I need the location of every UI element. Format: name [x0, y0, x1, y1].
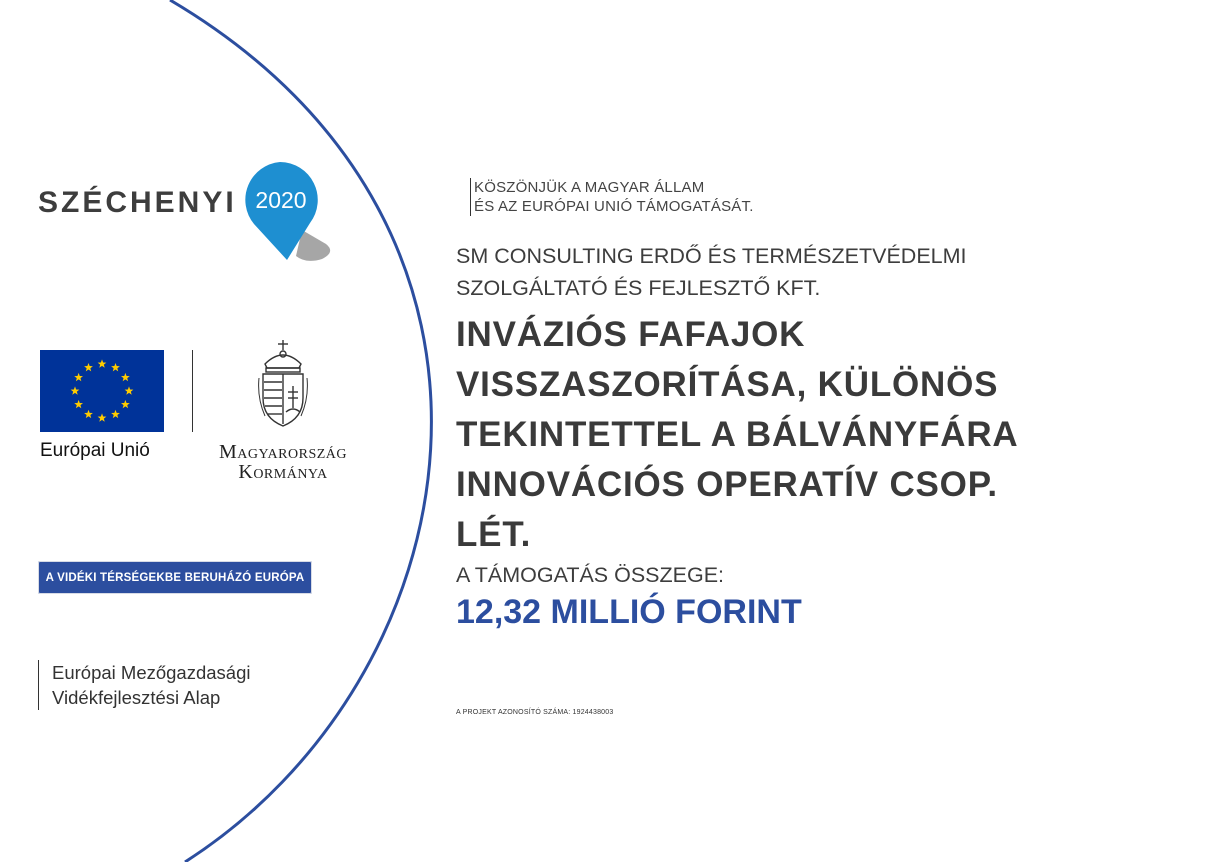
government-line2: Kormánya	[238, 461, 328, 483]
rural-europe-badge: A VIDÉKI TÉRSÉGEKBE BERUHÁZÓ EURÓPA	[38, 561, 312, 594]
government-line1: Magyarország	[218, 441, 348, 463]
thanks-line2: ÉS AZ EURÓPAI UNIÓ TÁMOGATÁSÁT.	[474, 198, 754, 215]
project-title-line: INVÁZIÓS FAFAJOK	[456, 315, 806, 354]
emva-line2: Vidékfejlesztési Alap	[52, 687, 221, 708]
company-line2: SZOLGÁLTATÓ ÉS FEJLESZTŐ KFT.	[456, 276, 821, 300]
project-title-line: LÉT.	[456, 515, 532, 554]
szechenyi-2020-logo	[38, 160, 338, 270]
support-amount-value: 12,32 MILLIÓ FORINT	[456, 593, 802, 631]
beneficiary-company	[456, 240, 967, 304]
government-name	[198, 442, 368, 482]
support-amount-label: A TÁMOGATÁS ÖSSZEGE:	[456, 563, 725, 587]
project-title-line: VISSZASZORÍTÁSA, KÜLÖNÖS	[456, 365, 999, 404]
eu-flag	[40, 350, 164, 432]
logo-divider	[192, 350, 193, 432]
location-pin-icon	[240, 160, 350, 265]
company-line1: SM CONSULTING ERDŐ ÉS TERMÉSZETVÉDELMI	[456, 244, 967, 268]
szechenyi-name: SZÉCHENYI	[38, 186, 237, 219]
thanks-line1: KÖSZÖNJÜK A MAGYAR ÁLLAM	[474, 179, 705, 196]
project-title-line: TEKINTETTEL A BÁLVÁNYFÁRA	[456, 415, 1019, 454]
emva-line1: Európai Mezőgazdasági	[52, 662, 251, 683]
coat-of-arms-icon	[255, 338, 311, 428]
emva-fund-label	[38, 660, 251, 710]
thanks-text	[470, 178, 754, 216]
project-title-line: INNOVÁCIÓS OPERATÍV CSOP.	[456, 465, 998, 504]
szechenyi-year: 2020	[255, 187, 307, 213]
eu-label: Európai Unió	[40, 440, 150, 461]
project-title	[456, 310, 1136, 560]
project-id: A PROJEKT AZONOSÍTÓ SZÁMA: 1924438003	[456, 709, 614, 716]
